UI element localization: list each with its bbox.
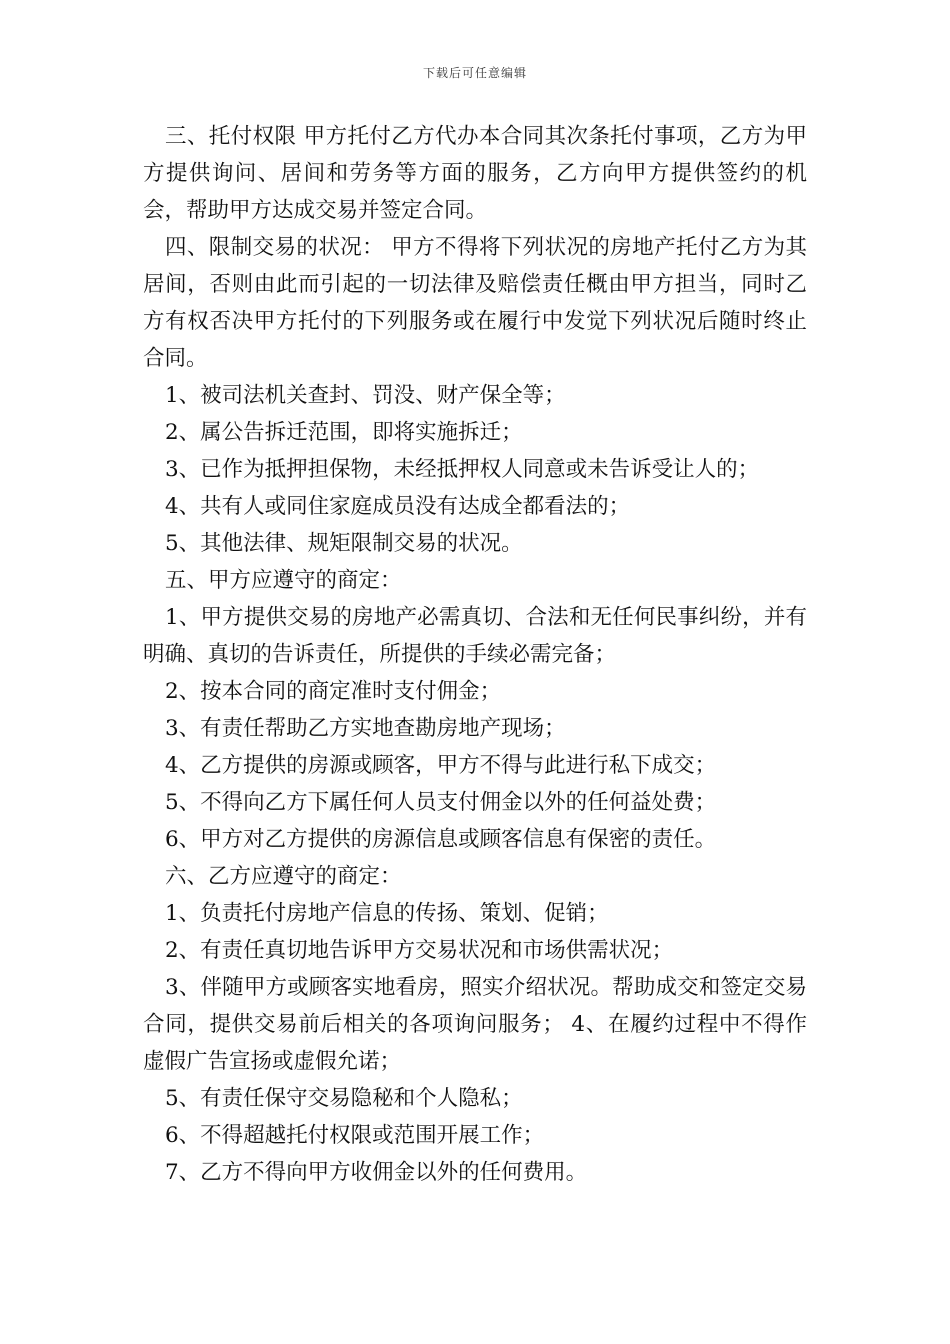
paragraph-clause-4: 四、限制交易的状况： 甲方不得将下列状况的房地产托付乙方为其居间，否则由此而引起的一切法律及赔偿责任概由甲方担当，同时乙方有权否决甲方托付的下列服务或在履行中发觉下列状况后随时终止合同。 bbox=[143, 235, 807, 371]
list-item: 1、负责托付房地产信息的传扬、策划、促销； bbox=[165, 901, 609, 926]
list-item: 3、已作为抵押担保物，未经抵押权人同意或未告诉受让人的； bbox=[165, 457, 760, 482]
list-item: 1、被司法机关查封、罚没、财产保全等； bbox=[165, 383, 566, 408]
list-item: 2、属公告拆迁范围，即将实施拆迁； bbox=[165, 420, 523, 445]
list-item: 4、共有人或同住家庭成员没有达成全都看法的； bbox=[165, 494, 631, 519]
paragraph-clause-3: 三、托付权限 甲方托付乙方代办本合同其次条托付事项，乙方为甲方提供询问、居间和劳务等方面的服务，乙方向甲方提供签约的机会，帮助甲方达成交易并签定合同。 bbox=[143, 124, 807, 223]
list-item: 5、不得向乙方下属任何人员支付佣金以外的任何益处费； bbox=[165, 790, 717, 815]
section-heading-clause-5: 五、甲方应遵守的商定： bbox=[165, 568, 402, 593]
list-item: 1、甲方提供交易的房地产必需真切、合法和无任何民事纠纷，并有明确、真切的告诉责任，所提供的手续必需完备； bbox=[143, 605, 807, 667]
list-item: 7、乙方不得向甲方收佣金以外的任何费用。 bbox=[165, 1160, 588, 1185]
section-heading-clause-6: 六、乙方应遵守的商定： bbox=[165, 864, 402, 889]
list-item: 4、乙方提供的房源或顾客，甲方不得与此进行私下成交； bbox=[165, 753, 717, 778]
list-item: 3、有责任帮助乙方实地查勘房地产现场； bbox=[165, 716, 566, 741]
list-item: 6、不得超越托付权限或范围开展工作； bbox=[165, 1123, 545, 1148]
list-item: 5、有责任保守交易隐秘和个人隐私； bbox=[165, 1086, 523, 1111]
list-item: 6、甲方对乙方提供的房源信息或顾客信息有保密的责任。 bbox=[165, 827, 717, 852]
list-item: 5、其他法律、规矩限制交易的状况。 bbox=[165, 531, 523, 556]
list-item: 2、按本合同的商定准时支付佣金； bbox=[165, 679, 502, 704]
contract-body bbox=[143, 118, 807, 1191]
list-item: 2、有责任真切地告诉甲方交易状况和市场供需状况； bbox=[165, 938, 674, 963]
list-item: 3、伴随甲方或顾客实地看房，照实介绍状况。帮助成交和签定交易合同，提供交易前后相关的各项询问服务； 4、在履约过程中不得作虚假广告宣扬或虚假允诺； bbox=[143, 975, 807, 1074]
page-header-note: 下载后可任意编辑 bbox=[422, 66, 527, 80]
